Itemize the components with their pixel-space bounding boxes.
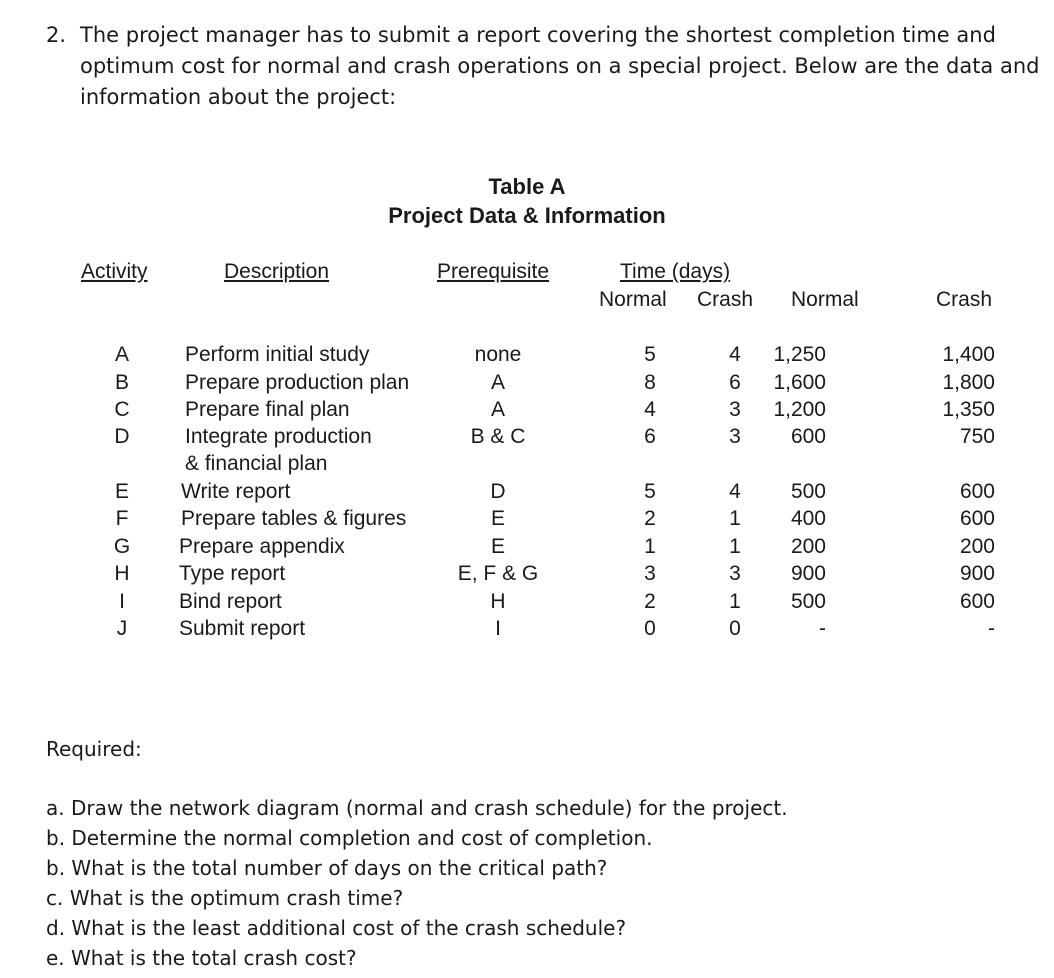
cell-normal-cost: 1,250 <box>773 343 826 366</box>
cell-crash-time: 0 <box>729 617 741 640</box>
cell-prerequisite: E <box>490 535 505 558</box>
header-cost-crash: Crash <box>936 288 993 311</box>
cell-description: Prepare tables & figures <box>181 507 407 530</box>
cell-prerequisite: A <box>490 371 505 394</box>
header-time-days: Time (days) <box>620 260 731 283</box>
cell-crash-cost: 900 <box>959 562 995 585</box>
cell-normal-time: 5 <box>644 343 656 366</box>
cell-prerequisite: H <box>490 590 506 613</box>
cell-prerequisite: none <box>474 343 522 366</box>
header-activity: Activity <box>81 260 148 283</box>
cell-activity: C <box>114 398 130 421</box>
header-description: Description <box>224 260 330 283</box>
header-time-normal: Normal <box>599 288 667 311</box>
cell-normal-time: 0 <box>644 617 656 640</box>
cell-normal-time: 2 <box>644 590 656 613</box>
cell-activity: G <box>113 535 131 558</box>
cell-prerequisite: A <box>490 398 505 421</box>
cell-normal-cost: 1,600 <box>773 371 826 394</box>
cell-crash-time: 3 <box>729 562 741 585</box>
cell-description: Perform initial study <box>185 343 370 366</box>
required-item: d. What is the least additional cost of the crash schedule? <box>46 916 627 940</box>
cell-crash-time: 6 <box>729 371 741 394</box>
cell-normal-cost: 500 <box>790 590 826 613</box>
cell-crash-cost: 1,350 <box>942 398 995 421</box>
required-item: c. What is the optimum crash time? <box>46 886 404 910</box>
cell-normal-cost: 400 <box>790 507 826 530</box>
cell-activity: B <box>114 371 129 394</box>
cell-crash-cost: 750 <box>959 425 995 448</box>
header-cost-normal: Normal <box>791 288 859 311</box>
required-item: b. Determine the normal completion and cost of completion. <box>46 826 653 850</box>
cell-normal-time: 6 <box>644 425 656 448</box>
cell-activity: F <box>115 507 129 530</box>
cell-activity: H <box>114 562 130 585</box>
cell-normal-time: 5 <box>644 480 656 503</box>
cell-description: Bind report <box>179 590 282 613</box>
cell-description: Prepare appendix <box>179 535 345 558</box>
cell-normal-cost: 1,200 <box>773 398 826 421</box>
required-heading: Required: <box>46 737 142 761</box>
cell-description: Prepare production plan <box>185 371 410 394</box>
cell-normal-time: 2 <box>644 507 656 530</box>
cell-activity: A <box>114 343 129 366</box>
cell-crash-cost: 600 <box>959 480 995 503</box>
question-text: The project manager has to submit a report covering the shortest completion time and optimum cost for normal and crash operations on a special project. Below are the data and information about the project: <box>80 23 1040 109</box>
cell-crash-cost: 200 <box>959 535 995 558</box>
table-title: Table A <box>488 174 566 199</box>
cell-crash-time: 1 <box>729 590 741 613</box>
cell-normal-cost: - <box>819 617 826 640</box>
cell-description: & financial plan <box>185 452 328 475</box>
cell-description: Submit report <box>179 617 306 640</box>
cell-prerequisite: E, F & G <box>457 562 539 585</box>
cell-crash-cost: 600 <box>959 590 995 613</box>
cell-description: Write report <box>181 480 291 503</box>
cell-normal-cost: 200 <box>790 535 826 558</box>
cell-activity: E <box>114 480 129 503</box>
cell-crash-time: 1 <box>729 507 741 530</box>
cell-description: Type report <box>179 562 286 585</box>
cell-prerequisite: I <box>495 617 501 640</box>
cell-crash-time: 4 <box>729 480 741 503</box>
required-item: e. What is the total crash cost? <box>46 946 357 970</box>
cell-crash-time: 3 <box>729 398 741 421</box>
cell-normal-time: 8 <box>644 371 656 394</box>
cell-crash-cost: 600 <box>959 507 995 530</box>
question-number: 2. <box>46 23 67 47</box>
cell-activity: D <box>114 425 130 448</box>
cell-normal-time: 3 <box>644 562 656 585</box>
cell-activity: J <box>116 617 128 640</box>
cell-crash-time: 3 <box>729 425 741 448</box>
header-prerequisite: Prerequisite <box>437 260 550 283</box>
cell-description: Prepare final plan <box>185 398 350 421</box>
cell-prerequisite: D <box>490 480 506 503</box>
cell-normal-time: 1 <box>644 535 656 558</box>
cell-description: Integrate production <box>185 425 372 448</box>
cell-crash-cost: 1,800 <box>942 371 995 394</box>
table-subtitle: Project Data & Information <box>388 203 666 228</box>
cell-normal-cost: 600 <box>790 425 826 448</box>
cell-crash-cost: 1,400 <box>942 343 995 366</box>
cell-normal-cost: 500 <box>790 480 826 503</box>
cell-crash-time: 1 <box>729 535 741 558</box>
cell-normal-cost: 900 <box>790 562 826 585</box>
header-time-crash: Crash <box>697 288 754 311</box>
cell-activity: I <box>119 590 125 613</box>
cell-crash-cost: - <box>988 617 995 640</box>
cell-prerequisite: E <box>490 507 505 530</box>
required-item: b. What is the total number of days on the critical path? <box>46 856 608 880</box>
required-item: a. Draw the network diagram (normal and crash schedule) for the project. <box>46 796 788 820</box>
cell-prerequisite: B & C <box>470 425 526 448</box>
cell-normal-time: 4 <box>644 398 656 421</box>
cell-crash-time: 4 <box>729 343 741 366</box>
